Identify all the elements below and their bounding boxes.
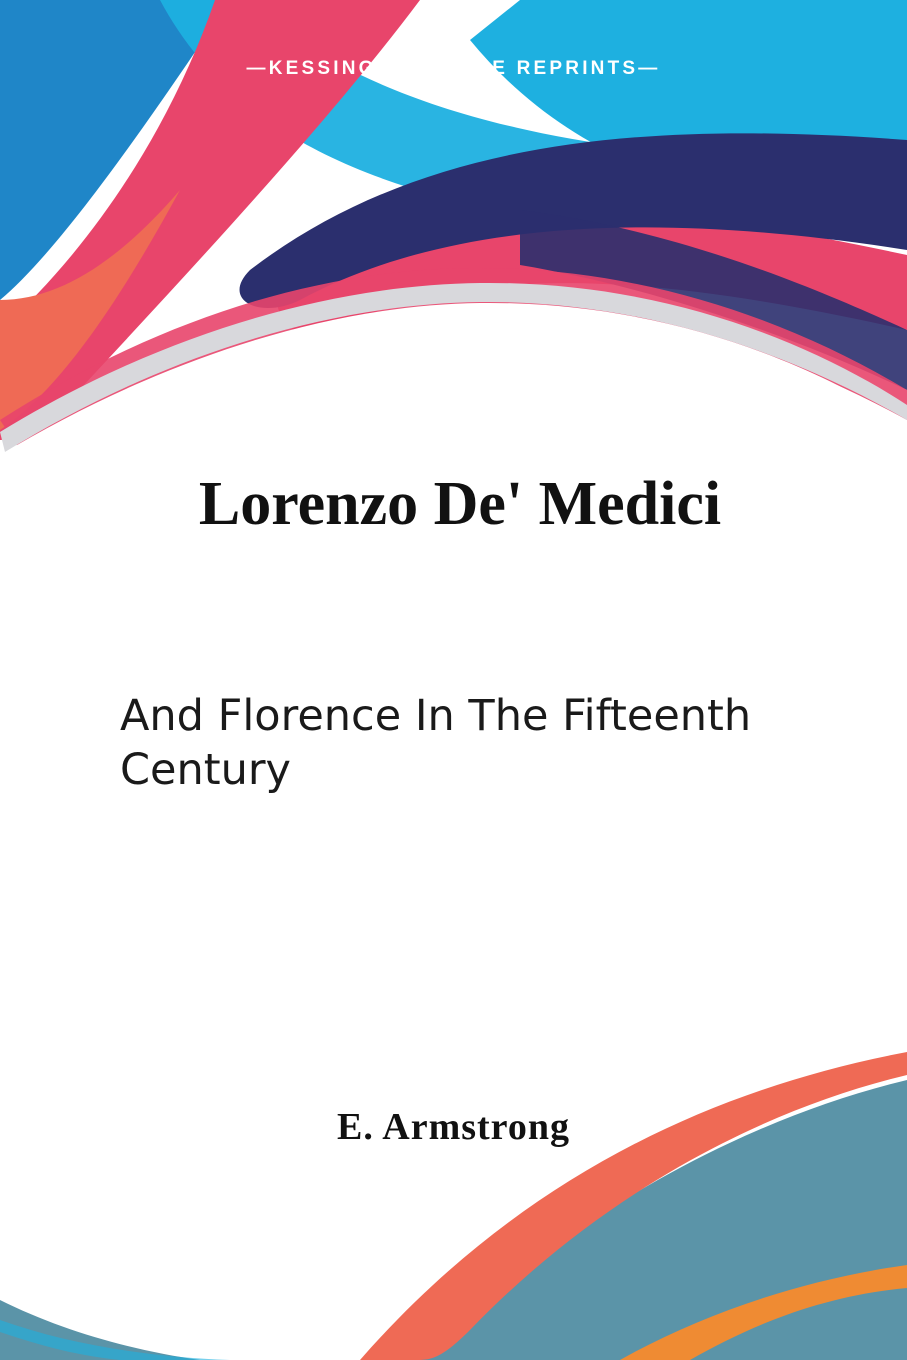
publisher-imprint: —KESSINGER'S RARE REPRINTS— — [246, 58, 661, 79]
book-title: Lorenzo De' Medici — [198, 470, 722, 538]
title-block — [120, 470, 800, 539]
book-author: E. Armstrong — [337, 1106, 570, 1148]
book-subtitle: And Florence In The Fifteenth Century — [120, 691, 752, 795]
